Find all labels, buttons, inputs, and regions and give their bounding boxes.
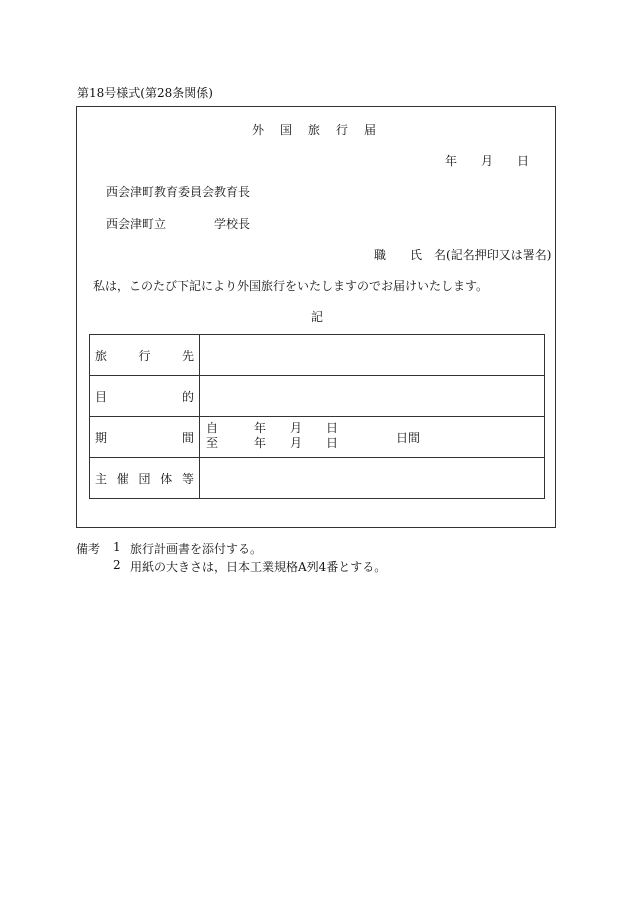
period-field[interactable] xyxy=(200,417,545,458)
label-char: 先 xyxy=(181,348,194,363)
notes-label: 備考 xyxy=(76,542,101,556)
signature-note: (記名押印又は署名) xyxy=(446,248,552,262)
title-char: 外 xyxy=(252,123,265,137)
title-char: 旅 xyxy=(308,123,321,137)
period-month: 月 xyxy=(290,421,303,435)
school-line xyxy=(106,215,250,232)
organizer-label xyxy=(90,458,200,499)
school-prefix: 西会津町立 xyxy=(106,217,167,231)
purpose-label xyxy=(90,376,200,417)
table-row xyxy=(90,335,545,376)
period-day: 日 xyxy=(326,436,339,450)
table-row xyxy=(90,376,545,417)
document-title xyxy=(252,121,392,138)
recipient: 西会津町教育委員会教育長 xyxy=(106,185,251,199)
period-to-marker: 至 xyxy=(206,436,219,450)
destination-label xyxy=(90,335,200,376)
period-month: 月 xyxy=(290,436,303,450)
date-month: 月 xyxy=(481,154,494,168)
signature-title: 職 xyxy=(374,248,387,262)
label-char: 期 xyxy=(95,430,108,445)
table-row xyxy=(90,417,545,458)
period-days: 日間 xyxy=(396,431,421,445)
title-char: 国 xyxy=(280,123,293,137)
form-number: 第18号様式(第28条関係) xyxy=(77,86,213,100)
date-year: 年 xyxy=(445,154,458,168)
note-text: 用紙の大きさは，日本工業規格A列4番とする。 xyxy=(130,560,387,574)
label-char: 旅 xyxy=(95,348,108,363)
signature-line xyxy=(374,246,551,263)
detail-table xyxy=(89,334,545,499)
school-suffix: 学校長 xyxy=(214,217,251,231)
label-char: 催 xyxy=(116,471,129,486)
label-char: 主 xyxy=(95,471,108,486)
period-from-row xyxy=(206,422,346,435)
label-char: 体 xyxy=(160,471,173,486)
signature-name-char: 名 xyxy=(434,248,447,262)
ki-mark: 記 xyxy=(311,310,324,324)
period-label xyxy=(90,417,200,458)
note-number: 2 xyxy=(113,558,121,572)
note-text: 旅行計画書を添付する。 xyxy=(130,542,263,556)
label-char: 間 xyxy=(181,430,194,445)
period-year: 年 xyxy=(254,421,267,435)
period-day: 日 xyxy=(326,421,339,435)
label-char: 団 xyxy=(138,471,151,486)
signature-name-char: 氏 xyxy=(410,248,423,262)
body-text: 私は，このたび下記により外国旅行をいたしますのでお届けいたします。 xyxy=(93,279,489,293)
period-to-row xyxy=(206,437,346,450)
destination-field[interactable] xyxy=(200,335,545,376)
purpose-field[interactable] xyxy=(200,376,545,417)
label-char: 的 xyxy=(181,389,194,404)
note-number: 1 xyxy=(113,540,121,554)
organizer-field[interactable] xyxy=(200,458,545,499)
title-char: 行 xyxy=(336,123,349,137)
date-line xyxy=(445,152,529,169)
date-day: 日 xyxy=(517,154,530,168)
title-char: 届 xyxy=(364,123,377,137)
period-year: 年 xyxy=(254,436,267,450)
label-char: 等 xyxy=(181,471,194,486)
period-from-marker: 自 xyxy=(206,421,219,435)
label-char: 行 xyxy=(138,348,151,363)
table-row xyxy=(90,458,545,499)
label-char: 目 xyxy=(95,389,108,404)
